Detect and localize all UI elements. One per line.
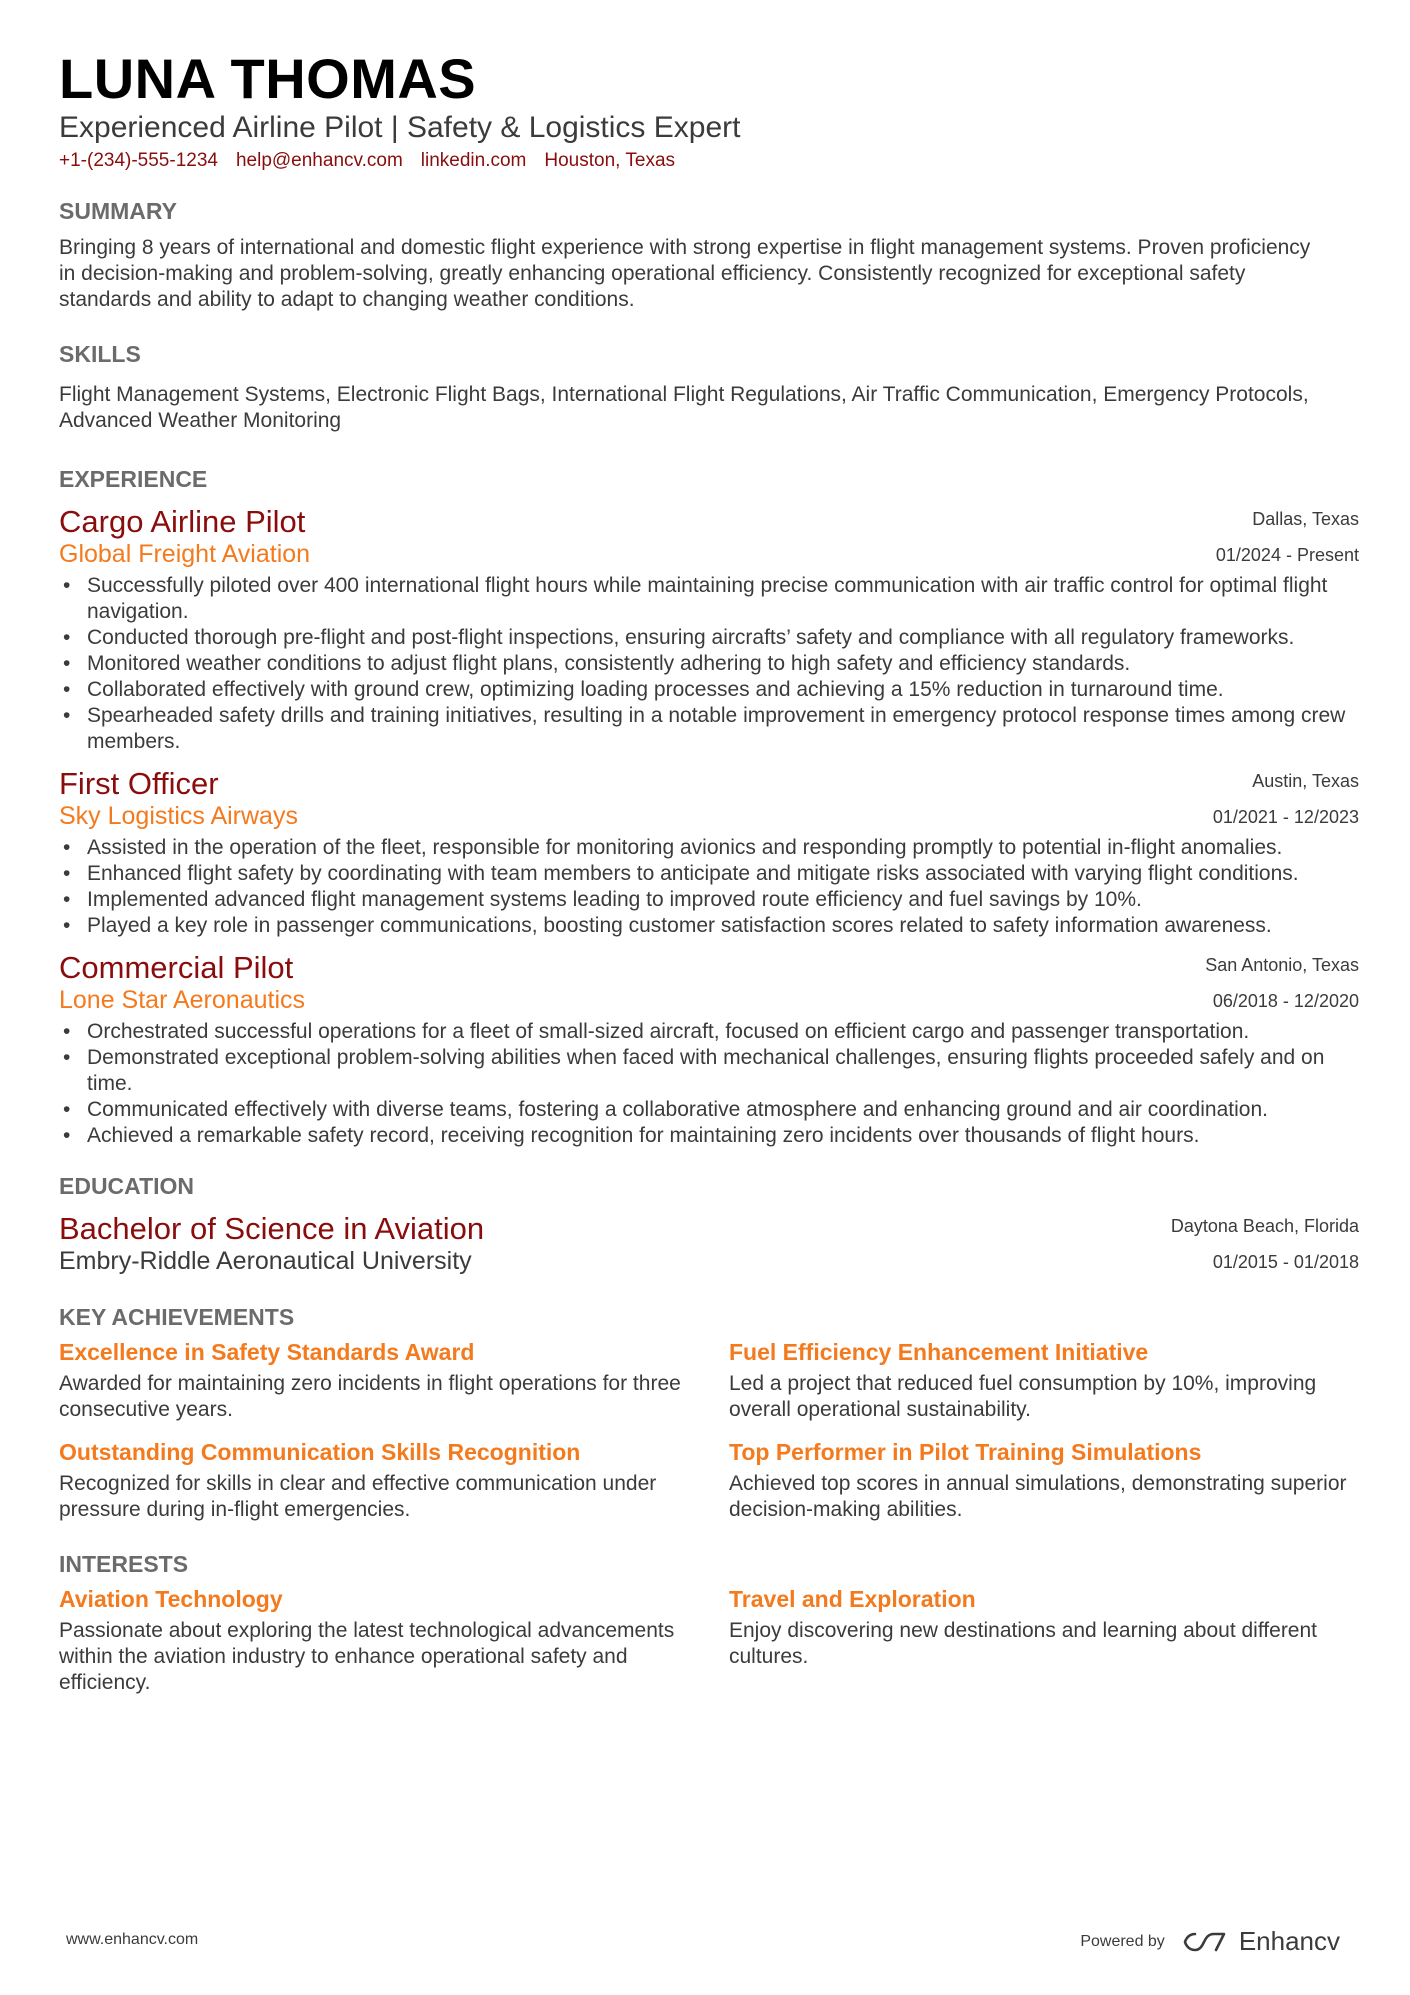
achievement-card (729, 1335, 1359, 1423)
interests-section (59, 1551, 1359, 1708)
job-company: Sky Logistics Airways (59, 802, 298, 830)
job-bullets (59, 835, 1359, 939)
powered-by-label: Powered by (1080, 1932, 1165, 1950)
job-dates: 01/2024 - Present (1215, 545, 1359, 565)
job-entry (59, 503, 1359, 755)
job-bullets (59, 1019, 1359, 1149)
skills-section (59, 341, 1359, 434)
achievements-grid (59, 1335, 1359, 1535)
job-location: Austin, Texas (1252, 771, 1359, 791)
interests-grid (59, 1582, 1359, 1708)
bullet-item: • Achieved a remarkable safety record, receiving recognition for maintaining zero incidents over thousands of flight hours. (87, 1123, 1359, 1149)
achievement-card (59, 1435, 689, 1523)
bullet-item: • Communicated effectively with diverse teams, fostering a collaborative atmosphere and enhancing ground and air coordination. (87, 1097, 1359, 1123)
bullet-item: • Collaborated effectively with ground crew, optimizing loading processes and achieving a 15% reduction in turnaround time. (87, 677, 1359, 703)
job-title: First Officer (59, 766, 219, 801)
job-company: Global Freight Aviation (59, 540, 311, 568)
achievement-desc: Led a project that reduced fuel consumption by 10%, improving overall operational sustainability. (729, 1372, 1317, 1421)
brand-name: Enhancv (1238, 1926, 1340, 1956)
education-dates: 01/2015 - 01/2018 (1212, 1252, 1359, 1272)
achievement-desc: Achieved top scores in annual simulations, demonstrating superior decision-making abilities. (729, 1472, 1347, 1521)
bullet-item: • Monitored weather conditions to adjust flight plans, consistently adhering to high safety and efficiency standards. (87, 651, 1359, 677)
section-title-summary: SUMMARY (59, 198, 177, 224)
summary-section (59, 198, 1359, 313)
bullet-item: • Assisted in the operation of the fleet, responsible for monitoring avionics and responding promptly to potential in-flight anomalies. (87, 835, 1359, 861)
job-dates: 01/2021 - 12/2023 (1212, 807, 1359, 827)
location: Houston, Texas (544, 150, 676, 171)
bullet-item: • Successfully piloted over 400 international flight hours while maintaining precise communication with air traffic control for optimal flight navigation. (87, 573, 1359, 625)
education-entry (59, 1210, 1359, 1276)
bullet-item: • Demonstrated exceptional problem-solving abilities when faced with mechanical challenges, ensuring flights proceeded safely and on time. (87, 1045, 1359, 1097)
section-title-experience: EXPERIENCE (59, 466, 208, 492)
section-title-achievements: KEY ACHIEVEMENTS (59, 1304, 295, 1330)
education-location: Daytona Beach, Florida (1170, 1216, 1359, 1236)
achievements-section (59, 1304, 1359, 1535)
education-section (59, 1173, 1359, 1276)
achievement-card (729, 1435, 1359, 1523)
job-bullets (59, 573, 1359, 755)
achievement-title: Top Performer in Pilot Training Simulations (729, 1439, 1202, 1465)
bullet-item: • Orchestrated successful operations for a fleet of small-sized aircraft, focused on efficient cargo and passenger transportation. (87, 1019, 1359, 1045)
resume-page (59, 46, 1359, 1708)
contact-info (59, 150, 1359, 172)
interest-title: Aviation Technology (59, 1586, 283, 1612)
achievement-desc: Awarded for maintaining zero incidents in flight operations for three consecutive years. (59, 1372, 681, 1421)
interest-desc: Passionate about exploring the latest technological advancements within the aviation industry to enhance operational safety and efficiency. (59, 1619, 675, 1694)
phone-link[interactable]: +1-(234)-555-1234 (59, 150, 218, 171)
bullet-item: • Implemented advanced flight management systems leading to improved route efficiency and fuel savings by 10%. (87, 887, 1359, 913)
job-title: Cargo Airline Pilot (59, 504, 306, 539)
candidate-name: LUNA THOMAS (59, 47, 477, 110)
section-title-skills: SKILLS (59, 341, 141, 367)
achievement-desc: Recognized for skills in clear and effective communication under pressure during in-flight emergencies. (59, 1472, 657, 1521)
linkedin-link[interactable]: linkedin.com (420, 150, 527, 171)
job-dates: 06/2018 - 12/2020 (1212, 991, 1359, 1011)
email-link[interactable]: help@enhancv.com (235, 150, 403, 171)
section-title-interests: INTERESTS (59, 1551, 189, 1577)
job-location: Dallas, Texas (1252, 509, 1359, 529)
enhancv-logo[interactable] (1183, 1926, 1340, 1957)
enhancv-logo-icon (1183, 1930, 1229, 1954)
bullet-item: • Spearheaded safety drills and training initiatives, resulting in a notable improvement in emergency protocol response times among crew members. (87, 703, 1359, 755)
skills-text: Flight Management Systems, Electronic Flight Bags, International Flight Regulations, Air Traffic Communication, Emergency Protocols, Advanced Weather Monitoring (59, 383, 1309, 432)
interest-desc: Enjoy discovering new destinations and learning about different cultures. (729, 1619, 1317, 1668)
footer-branding (1080, 1926, 1340, 1957)
achievement-title: Excellence in Safety Standards Award (59, 1339, 475, 1365)
job-entry (59, 765, 1359, 939)
interest-title: Travel and Exploration (729, 1586, 976, 1612)
job-title: Commercial Pilot (59, 950, 294, 985)
interest-card (729, 1582, 1359, 1696)
school: Embry-Riddle Aeronautical University (59, 1247, 472, 1275)
degree: Bachelor of Science in Aviation (59, 1211, 485, 1246)
section-title-education: EDUCATION (59, 1173, 195, 1199)
summary-text: Bringing 8 years of international and domestic flight experience with strong expertise in flight management systems. Proven proficiency in decision-making and problem-solving, greatly enhancing operational efficiency. Consistently recognized for exceptional safety standards and ability to adapt to changing weather conditions. (59, 236, 1311, 311)
headline: Experienced Airline Pilot | Safety & Logistics Expert (59, 111, 741, 144)
interest-card (59, 1582, 689, 1696)
bullet-item: • Conducted thorough pre-flight and post-flight inspections, ensuring aircrafts’ safety and compliance with all regulatory frameworks. (87, 625, 1359, 651)
job-company: Lone Star Aeronautics (59, 986, 305, 1014)
header (59, 46, 1359, 172)
achievement-card (59, 1335, 689, 1423)
achievement-title: Fuel Efficiency Enhancement Initiative (729, 1339, 1149, 1365)
achievement-title: Outstanding Communication Skills Recognition (59, 1439, 581, 1465)
job-entry (59, 949, 1359, 1149)
bullet-item: • Enhanced flight safety by coordinating with team members to anticipate and mitigate risks associated with varying flight conditions. (87, 861, 1359, 887)
bullet-item: • Played a key role in passenger communications, boosting customer satisfaction scores related to safety information awareness. (87, 913, 1359, 939)
footer-website[interactable]: www.enhancv.com (66, 1931, 199, 1948)
experience-section (59, 466, 1359, 1149)
job-location: San Antonio, Texas (1205, 955, 1359, 975)
